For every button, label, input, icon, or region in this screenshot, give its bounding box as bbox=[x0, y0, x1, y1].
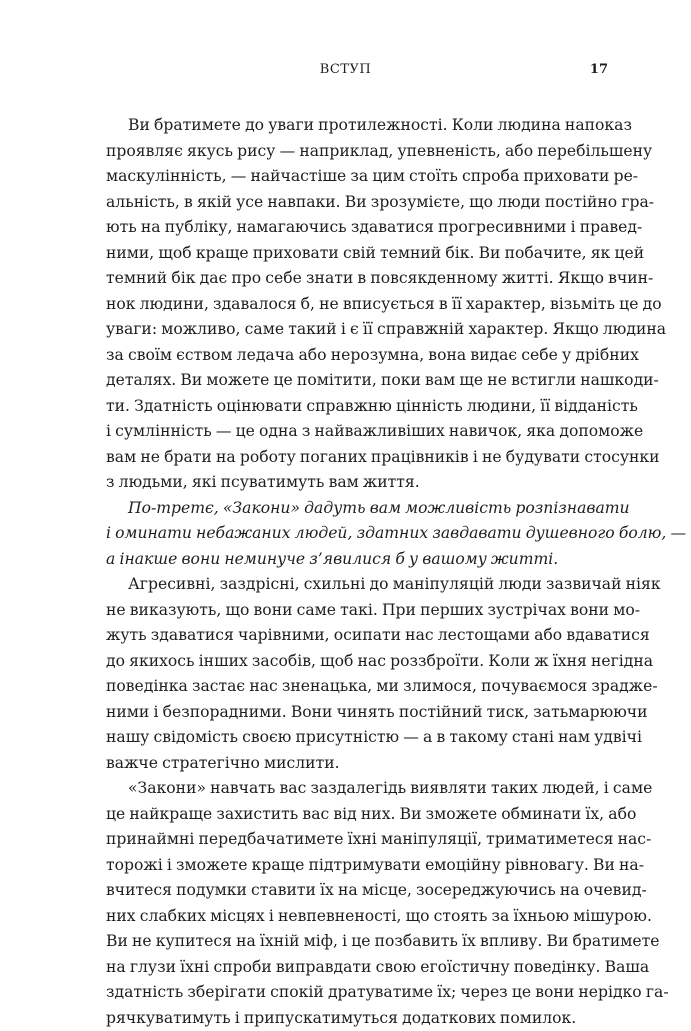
text-line: за своїм єством ледача або нерозумна, вона видає себе у дрібних bbox=[106, 343, 610, 369]
text-line: ними і безпорадними. Вони чинять постійний тиск, затьмарюючи bbox=[106, 700, 610, 726]
text-line: уваги: можливо, саме такий і є її справжній характер. Якщо людина bbox=[106, 317, 610, 343]
text-line: і оминати небажаних людей, здатних завдавати душевного болю, — bbox=[106, 521, 610, 547]
body-text bbox=[106, 113, 610, 1031]
text-line: на глузи їхні спроби виправдати свою егоїстичну поведінку. Ваша bbox=[106, 955, 610, 981]
text-line: важче стратегічно мислити. bbox=[106, 751, 610, 777]
text-line: По-третє, «Закони» дадуть вам можливість розпізнавати bbox=[106, 496, 610, 522]
text-line: проявляє якусь рису — наприклад, упевненість, або перебільшену bbox=[106, 139, 610, 165]
text-line: і сумлінність — це одна з найважливіших навичок, яка допоможе bbox=[106, 419, 610, 445]
text-line: нок людини, здавалося б, не вписується в її характер, візьміть це до bbox=[106, 292, 610, 318]
text-line: рячкуватимуть і припускатимуться додаткових помилок. bbox=[106, 1006, 610, 1031]
text-line: не виказують, що вони саме такі. При перших зустрічах вони мо- bbox=[106, 598, 610, 624]
page-number: 17 bbox=[590, 62, 608, 78]
text-line: Ви не купитеся на їхній міф, і це позбавить їх впливу. Ви братимете bbox=[106, 929, 610, 955]
text-line: здатність зберігати спокій дратуватиме їх; через це вони нерідко га- bbox=[106, 980, 610, 1006]
text-line: вам не брати на роботу поганих працівників і не будувати стосунки bbox=[106, 445, 610, 471]
text-line: ними, щоб краще приховати свій темний бік. Ви побачите, як цей bbox=[106, 241, 610, 267]
text-line: деталях. Ви можете це помітити, поки вам ще не встигли нашкоди- bbox=[106, 368, 610, 394]
text-line: нашу свідомість своєю присутністю — а в такому стані нам удвічі bbox=[106, 725, 610, 751]
text-line: темний бік дає про себе знати в повсякденному житті. Якщо вчин- bbox=[106, 266, 610, 292]
section-title: ВСТУП bbox=[0, 62, 691, 78]
text-line: ти. Здатність оцінювати справжню цінність людини, її відданість bbox=[106, 394, 610, 420]
text-line: Ви братимете до уваги протилежності. Коли людина напоказ bbox=[106, 113, 610, 139]
text-line: торожі і зможете краще підтримувати емоційну рівновагу. Ви на- bbox=[106, 853, 610, 879]
text-line: вчитеся подумки ставити їх на місце, зосереджуючись на очевид- bbox=[106, 878, 610, 904]
text-line: до якихось інших засобів, щоб нас роззброїти. Коли ж їхня негідна bbox=[106, 649, 610, 675]
text-line: них слабких місцях і невпевненості, що стоять за їхньою мішурою. bbox=[106, 904, 610, 930]
text-line: це найкраще захистить вас від них. Ви зможете обминати їх, або bbox=[106, 802, 610, 828]
text-line: принаймні передбачатимете їхні маніпуляції, триматиметеся нас- bbox=[106, 827, 610, 853]
text-line: ють на публіку, намагаючись здаватися прогресивними і правед- bbox=[106, 215, 610, 241]
text-line: з людьми, які псуватимуть вам життя. bbox=[106, 470, 610, 496]
running-head bbox=[0, 62, 691, 82]
text-line: поведінка застає нас зненацька, ми злимося, почуваємося зраджe- bbox=[106, 674, 610, 700]
text-line: а інакше вони неминуче з’явилися б у вашому житті. bbox=[106, 547, 610, 573]
text-line: жуть здаватися чарівними, осипати нас лестощами або вдаватися bbox=[106, 623, 610, 649]
text-line: «Закони» навчать вас заздалегідь виявляти таких людей, і саме bbox=[106, 776, 610, 802]
text-line: альність, в якій усе навпаки. Ви зрозумієте, що люди постійно гра- bbox=[106, 190, 610, 216]
text-line: Агресивні, заздрісні, схильні до маніпуляцій люди зазвичай ніяк bbox=[106, 572, 610, 598]
text-line: маскулінність, — найчастіше за цим стоїть спроба приховати ре- bbox=[106, 164, 610, 190]
